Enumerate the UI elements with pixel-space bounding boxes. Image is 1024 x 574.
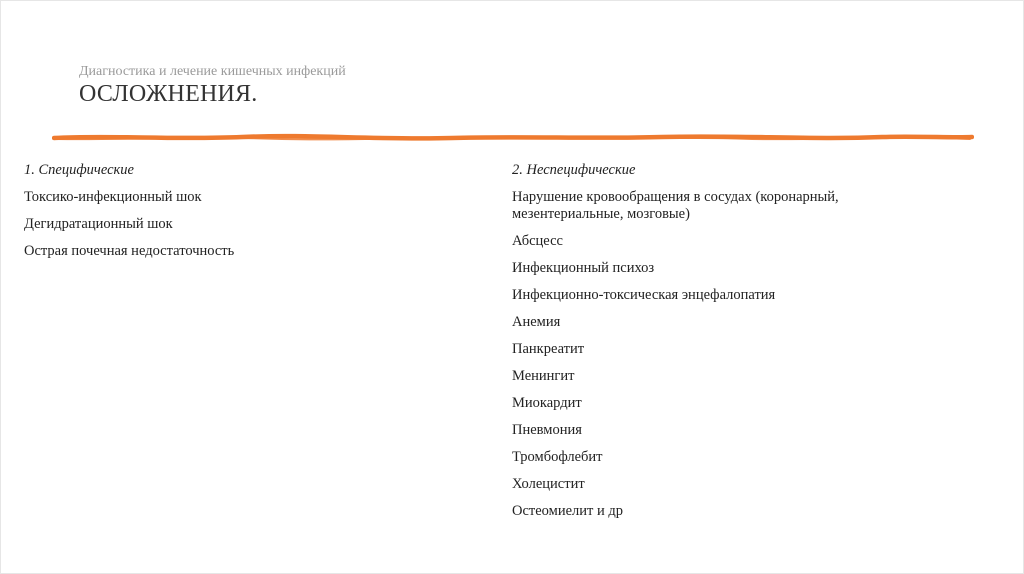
list-item: Пневмония xyxy=(512,422,582,438)
list-item: Холецистит xyxy=(512,476,585,492)
specific-list xyxy=(24,189,464,260)
list-item: Остеомиелит и др xyxy=(512,503,623,519)
list-item: Анемия xyxy=(512,314,561,330)
list-item: Инфекционный психоз xyxy=(512,260,655,276)
list-item: Миокардит xyxy=(512,395,582,411)
list-item: Тромбофлебит xyxy=(512,449,603,465)
nonspecific-heading: 2. Неспецифические xyxy=(512,162,636,178)
nonspecific-list xyxy=(512,189,932,520)
specific-heading: 1. Специфические xyxy=(24,162,134,178)
list-item: Инфекционно-токсическая энцефалопатия xyxy=(512,287,776,303)
list-item: Менингит xyxy=(512,368,575,384)
orange-divider-line xyxy=(52,130,974,146)
slide-subtitle: Диагностика и лечение кишечных инфекций xyxy=(79,64,346,79)
slide-title: ОСЛОЖНЕНИЯ. xyxy=(79,81,258,107)
list-item: Нарушение кровообращения в сосудах (коронарный, мезентериальные, мозговые) xyxy=(512,189,839,222)
list-item: Абсцесс xyxy=(512,233,563,249)
list-item: Панкреатит xyxy=(512,341,585,357)
nonspecific-complications-column xyxy=(512,162,932,530)
list-item: Дегидратационный шок xyxy=(24,216,173,232)
list-item: Острая почечная недостаточность xyxy=(24,243,235,259)
list-item: Токсико-инфекционный шок xyxy=(24,189,202,205)
specific-complications-column xyxy=(24,162,464,270)
